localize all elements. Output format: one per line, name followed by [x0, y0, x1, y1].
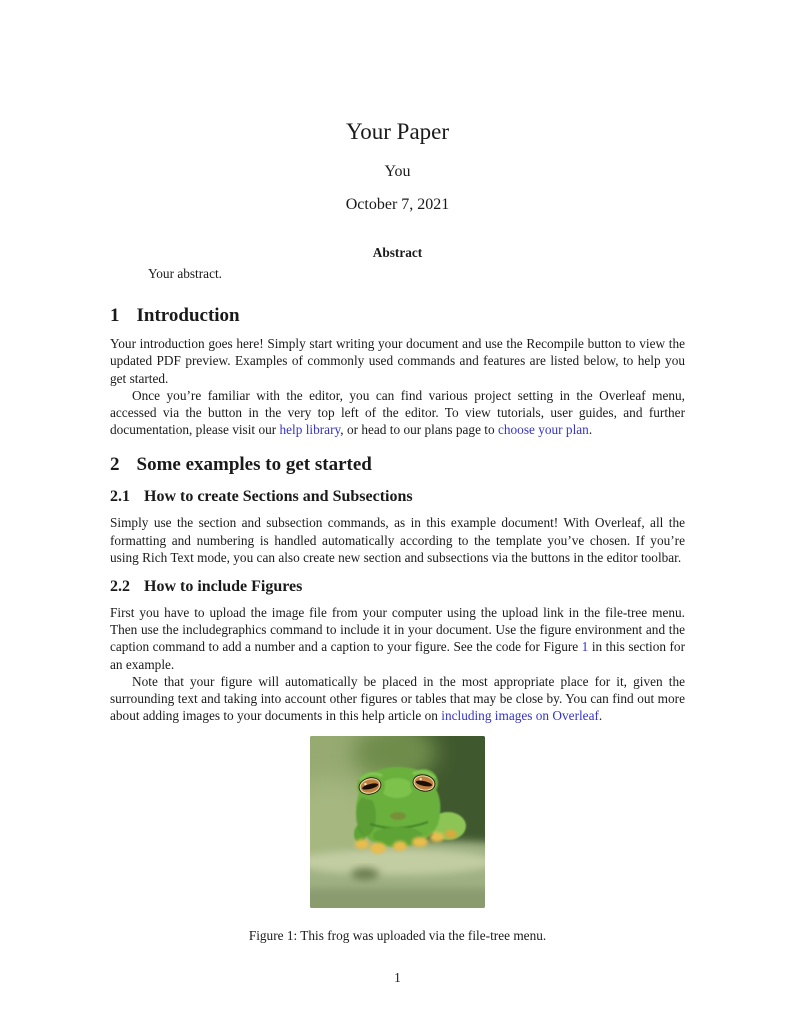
including-images-link[interactable]: including images on Overleaf [441, 708, 599, 724]
paper-title: Your Paper [345, 119, 450, 144]
sections-paragraph: Simply use the section and subsection commands, as in this example document! With Overleaf, all the formatting and numbering is handled automatically according to the template you’ve chosen. If you’re using Rich Text mode, you can also create new section and subsections via the buttons in the editor toolbar. [110, 515, 685, 565]
section-number: 1 [110, 305, 120, 327]
paper-author: You [384, 163, 411, 180]
choose-your-plan-link[interactable]: choose your plan [497, 422, 589, 438]
section-number: 2 [110, 454, 120, 476]
page-number: 1 [394, 970, 401, 986]
subsection-title: How to create Sections and Subsections [144, 488, 413, 506]
section-title: Some examples to get started [136, 454, 372, 476]
subsection-number: 2.2 [110, 578, 130, 596]
figures-paragraph-1 [110, 604, 685, 673]
intro-paragraph-2-mid: , or head to our plans page to [340, 422, 498, 438]
subsection-title: How to include Figures [144, 578, 303, 596]
page-content [110, 0, 685, 986]
help-library-link[interactable]: help library [279, 422, 341, 438]
intro-paragraph-2-text: Once you’re familiar with the editor, you can find various project setting in the Overleaf menu, accessed via the button in the very top left of the editor. To view tutorials, user guides, and further documentation, please visit our [110, 387, 685, 438]
intro-paragraph-2-end: . [588, 422, 593, 438]
subsection-heading-figures [110, 577, 685, 596]
paper-date: October 7, 2021 [345, 196, 450, 213]
figure-1-reference-link[interactable]: 1 [581, 639, 589, 655]
intro-paragraph-2 [110, 387, 685, 439]
figure-1 [110, 736, 685, 944]
subsection-number: 2.1 [110, 488, 130, 506]
abstract-heading: Abstract [372, 245, 423, 260]
section-heading-introduction [110, 304, 685, 327]
figures-paragraph-2-text: Note that your figure will automatically be placed in the most appropriate place for it, given the surrounding text and taking into account other figures or tables that may be close by. You can find out more about adding images to your documents in this help article on [110, 673, 685, 724]
figures-paragraph-1-text: First you have to upload the image file from your computer using the upload link in the file-tree menu. Then use the includegraphics command to include it in your document. Use the figure environment and the caption command to add a number and a caption to your figure. See the code for Figure [110, 605, 685, 655]
section-title: Introduction [136, 305, 240, 327]
frog-photo [310, 736, 485, 908]
intro-paragraph-1: Your introduction goes here! Simply start writing your document and use the Recompile button to view the updated PDF preview. Examples of commonly used commands and features are listed below, to help you get started. [110, 336, 685, 386]
abstract-text: Your abstract. [148, 266, 222, 281]
figures-paragraph-2-end: . [598, 708, 603, 724]
figures-paragraph-1-end: in this section for an example. [110, 639, 685, 672]
subsection-heading-sections [110, 487, 685, 506]
figure-1-caption: Figure 1: This frog was uploaded via the file-tree menu. [248, 928, 547, 944]
section-heading-examples [110, 453, 685, 476]
figures-paragraph-2 [110, 673, 685, 725]
